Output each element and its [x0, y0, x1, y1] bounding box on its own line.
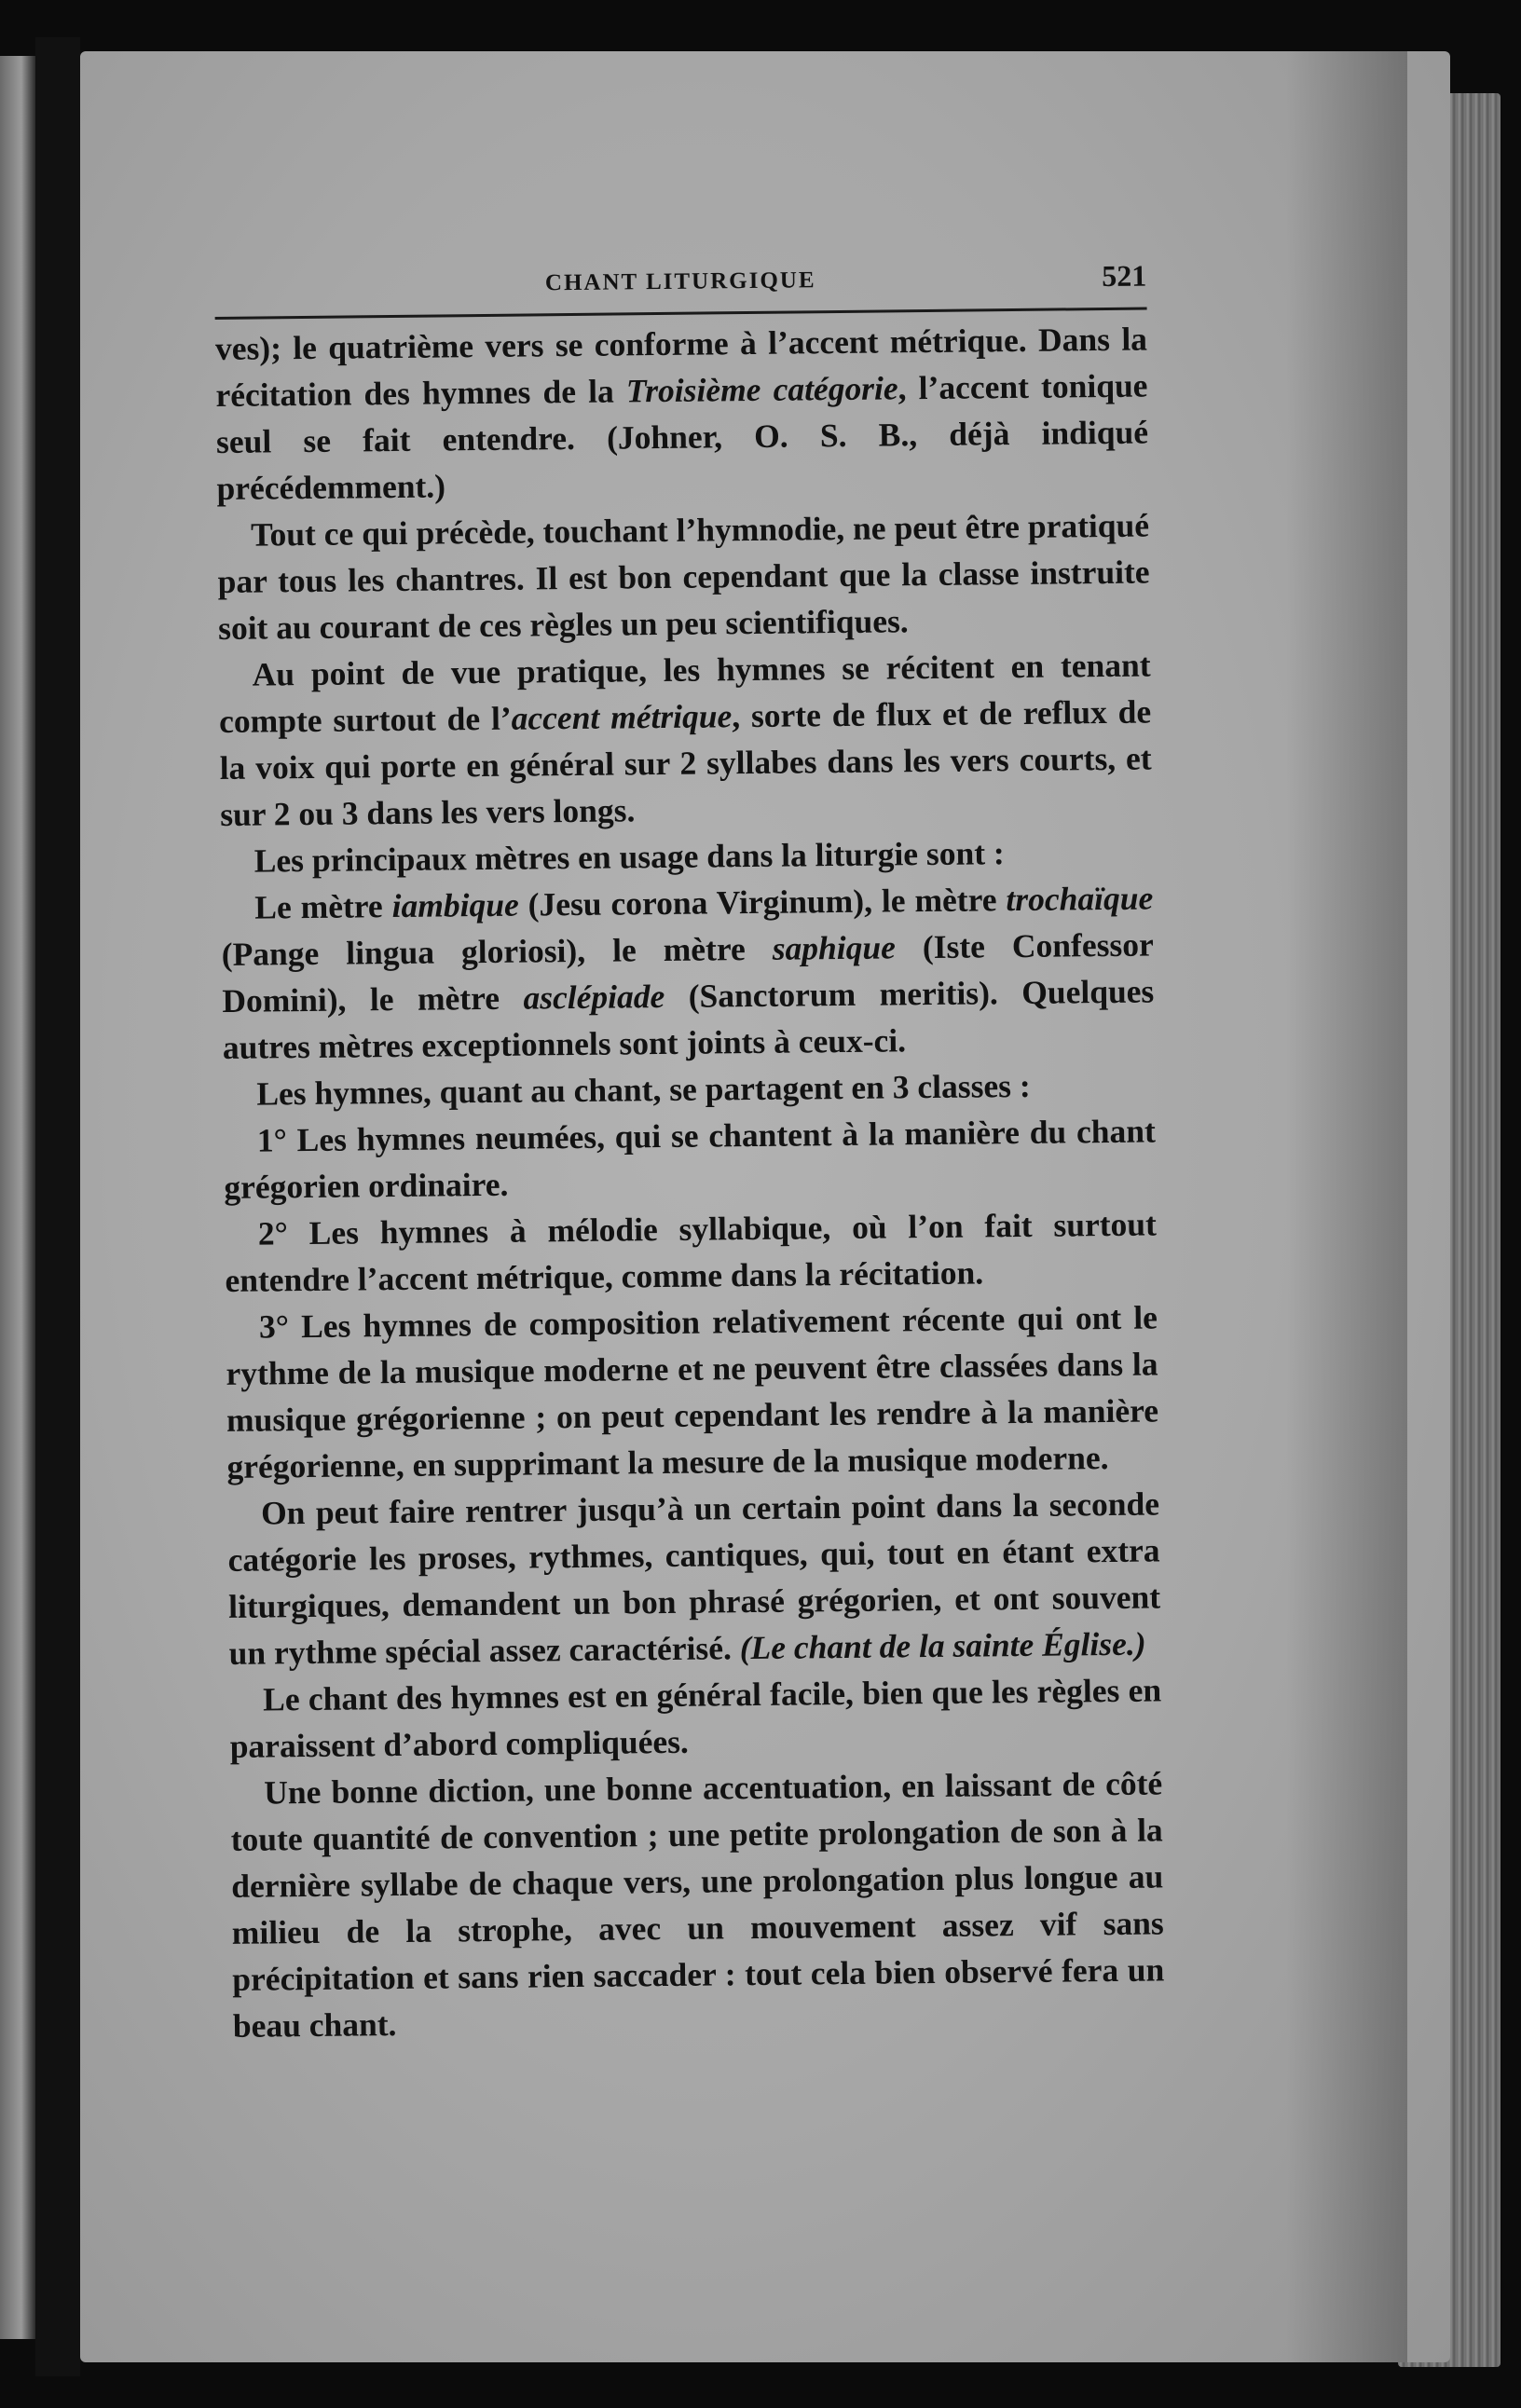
paragraph-p11 [229, 1666, 1162, 1769]
text-run: Le mètre [254, 887, 392, 926]
italic-text: Troisième catégorie [625, 369, 898, 410]
text-run: ves); le quatrième vers se conforme à l’accent métrique. Dans la récitation des hymnes de la [214, 320, 1148, 414]
italic-text: accent métrique [511, 697, 733, 737]
italic-text: saphique [772, 928, 897, 967]
paragraph-p8 [225, 1200, 1158, 1303]
text-run: 1° Les hymnes neumées, qui se chantent à la manière du chant grégorien ordinaire. [224, 1112, 1157, 1206]
paragraph-p3 [218, 642, 1152, 838]
text-run: , sorte de flux et de reflux de la voix qui porte en général sur 2 syllabes dans les vers courts, et sur 2 ou 3 dans les vers longs. [219, 692, 1152, 833]
book-gutter [35, 37, 80, 2376]
text-run: (Jesu corona Virginum), le mètre [518, 881, 1007, 924]
text-run: 3° Les hymnes de composition relativement récente qui ont le rythme de la musique moderne et ne peuvent être classées dans la musique grégorienne ; on peut cependant les rendre à la manière grégorienne, en supprimant la mesure de la musique moderne. [226, 1298, 1159, 1485]
text-run: Les principaux mètres en usage dans la liturgie sont : [254, 834, 1005, 880]
paragraph-p5 [221, 874, 1155, 1070]
left-page-edge [0, 56, 35, 2339]
paragraph-p1 [215, 316, 1149, 512]
paragraph-p7 [224, 1107, 1157, 1210]
body-text [215, 316, 1165, 2049]
text-run: Les hymnes, quant au chant, se partagent en 3 classes : [256, 1066, 1031, 1113]
text-run: (Sanctorum meritis). Quelques autres mètres exceptionnels sont joints à ceux-ci. [222, 972, 1155, 1066]
text-run: 2° Les hymnes à mélodie syllabique, où l’on fait surtout entendre l’accent métrique, comme dans la récitation. [225, 1205, 1158, 1299]
running-title: CHANT LITURGIQUE [544, 267, 816, 296]
page-shadow [1286, 51, 1407, 2362]
text-run: Tout ce qui précède, touchant l’hymnodie, ne peut être pratiqué par tous les chantres. Il est bon cependant que la classe instruite soit au courant de ces règles un peu scientifiques. [217, 506, 1150, 647]
text-run: On peut faire rentrer jusqu’à un certain point dans la seconde catégorie les proses, rythmes, cantiques, qui, tout en étant extra liturgiques, demandent un bon phrasé grégorien, et ont souvent un rythme spécial assez caractérisé. [227, 1484, 1161, 1672]
paragraph-p9 [226, 1293, 1159, 1489]
page-content [214, 252, 1165, 2049]
page-header [214, 252, 1147, 320]
text-run: Au point de vue pratique, les hymnes se récitent en tenant compte surtout de l’ [218, 646, 1151, 740]
text-run: Le chant des hymnes est en général facile, bien que les règles en paraissent d’abord compliquées. [229, 1671, 1162, 1765]
paragraph-p2 [217, 502, 1151, 651]
text-run: (Pange lingua gloriosi), le mètre [221, 929, 773, 973]
italic-text: asclépiade [523, 977, 665, 1017]
italic-text: iambique [391, 885, 519, 925]
text-run: Une bonne diction, une bonne accentuation, en laissant de côté toute quantité de convention ; une petite prolongation de son à la dernière syllabe de chaque vers, une prolongation plus longue au milieu de la strophe, avec un mouvement assez vif sans précipitation et sans rien saccader : tout cela bien observé fera un beau chant. [230, 1764, 1165, 2045]
italic-text: trochaïque [1006, 879, 1154, 919]
paragraph-p10 [227, 1480, 1161, 1676]
text-run: , l’accent tonique seul se fait entendre. (Johner, O. S. B., déjà indiqué précédemment.) [215, 366, 1149, 507]
page-number: 521 [1102, 258, 1147, 294]
text-run: (Iste Confessor Domini), le mètre [222, 925, 1154, 1019]
italic-text: (Le chant de la sainte Église.) [739, 1624, 1146, 1667]
paragraph-p12 [230, 1759, 1165, 2048]
